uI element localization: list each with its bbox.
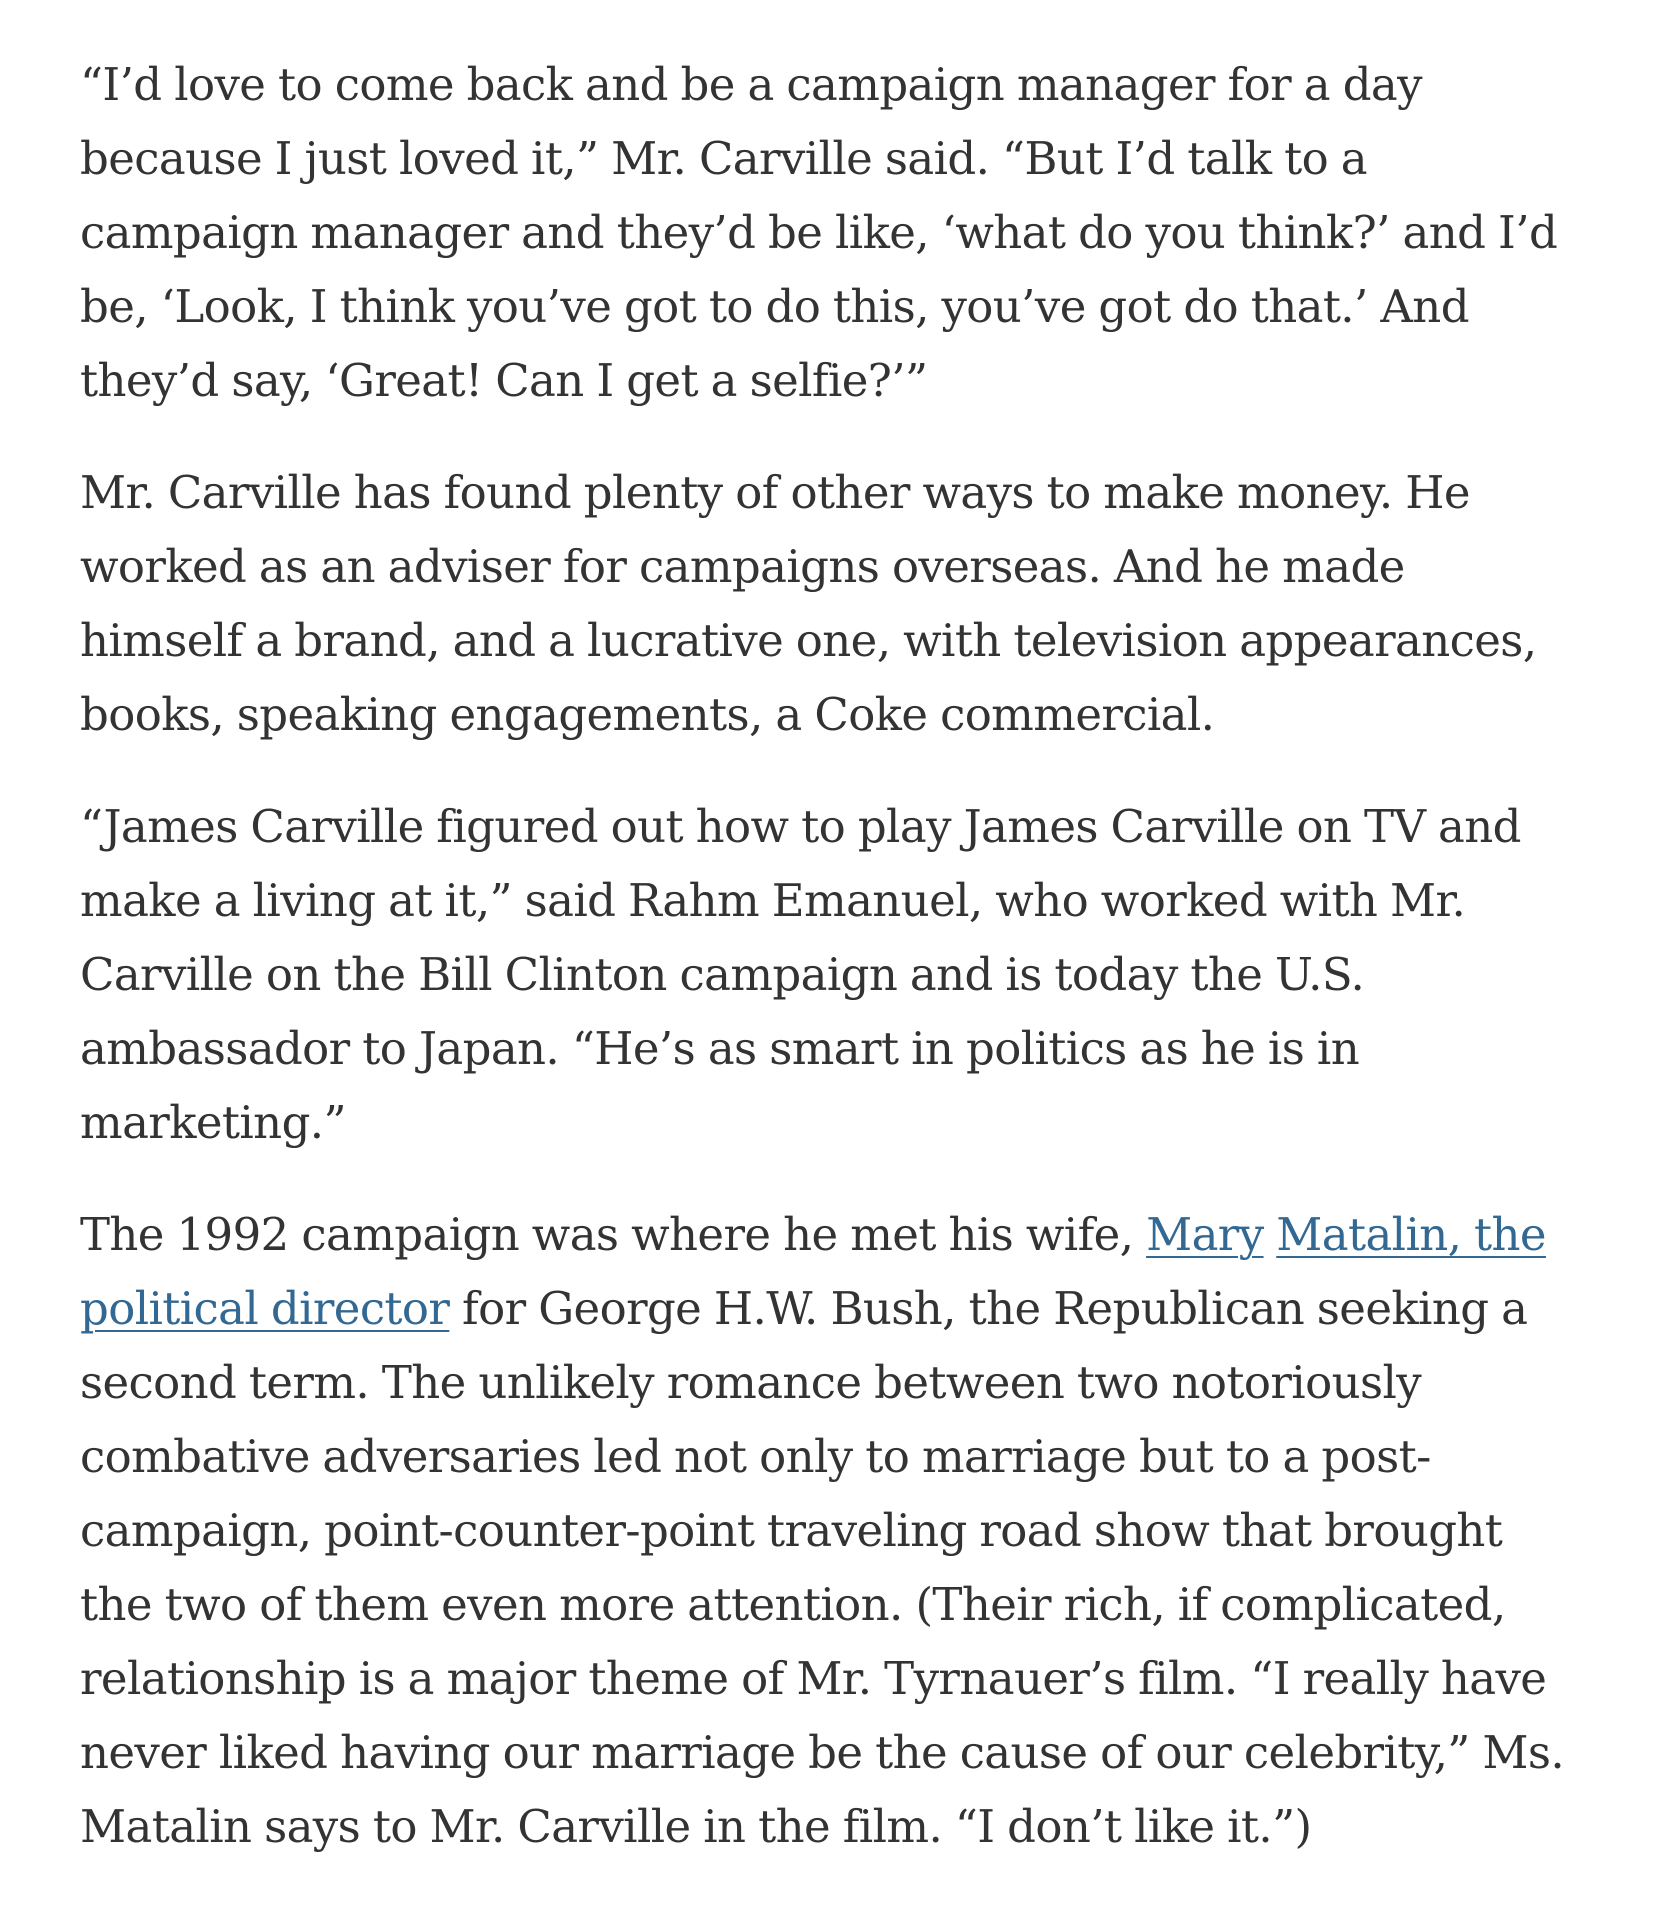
- text-line: [80, 1272, 1600, 1346]
- text-line: make a living at it,” said Rahm Emanuel, who worked with Mr.: [80, 874, 1466, 927]
- text-line: [80, 1198, 1600, 1272]
- text-line: second term. The unlikely romance between two notoriously: [80, 1356, 1422, 1409]
- text-line: Mr. Carville has found plenty of other ways to make money. He: [80, 466, 1470, 519]
- text-line: himself a brand, and a lucrative one, with television appearances,: [80, 614, 1537, 667]
- text-line: never liked having our marriage be the cause of our celebrity,” Ms.: [80, 1726, 1565, 1779]
- text-line: Carville on the Bill Clinton campaign and is today the U.S.: [80, 948, 1365, 1001]
- text-line: ambassador to Japan. “He’s as smart in politics as he is in: [80, 1022, 1360, 1075]
- text-line: be, ‘Look, I think you’ve got to do this, you’ve got do that.’ And: [80, 280, 1469, 333]
- text-line: campaign manager and they’d be like, ‘what do you think?’ and I’d: [80, 206, 1558, 259]
- paragraph-other-ways-money: [80, 456, 1600, 752]
- link-political-director[interactable]: political director: [80, 1282, 450, 1335]
- link-mary[interactable]: Mary: [1146, 1208, 1264, 1261]
- text-line: combative adversaries led not only to marriage but to a post-: [80, 1430, 1431, 1483]
- text-line: they’d say, ‘Great! Can I get a selfie?’”: [80, 354, 928, 407]
- paragraph-carville-quote: [80, 48, 1600, 418]
- text-line: relationship is a major theme of Mr. Tyrnauer’s film. “I really have: [80, 1652, 1547, 1705]
- paragraph-emanuel-quote: [80, 790, 1600, 1160]
- text-line: the two of them even more attention. (Their rich, if complicated,: [80, 1578, 1506, 1631]
- article-body: [80, 48, 1600, 1902]
- text-line: marketing.”: [80, 1096, 346, 1149]
- paragraph-1992-campaign: [80, 1198, 1600, 1864]
- text-line: books, speaking engagements, a Coke commercial.: [80, 688, 1215, 741]
- text-line: because I just loved it,” Mr. Carville said. “But I’d talk to a: [80, 132, 1368, 185]
- link-matalin-political-director[interactable]: Matalin, the: [1276, 1208, 1546, 1261]
- text-line: campaign, point-counter-point traveling road show that brought: [80, 1504, 1503, 1557]
- line-text: for George H.W. Bush, the Republican seeking a: [449, 1282, 1528, 1335]
- line-text: The 1992 campaign was where he met his wife,: [80, 1208, 1147, 1261]
- text-line: “James Carville figured out how to play James Carville on TV and: [80, 800, 1521, 853]
- text-line: Matalin says to Mr. Carville in the film. “I don’t like it.”): [80, 1800, 1312, 1853]
- text-line: “I’d love to come back and be a campaign manager for a day: [80, 58, 1422, 111]
- text-line: worked as an adviser for campaigns overseas. And he made: [80, 540, 1405, 593]
